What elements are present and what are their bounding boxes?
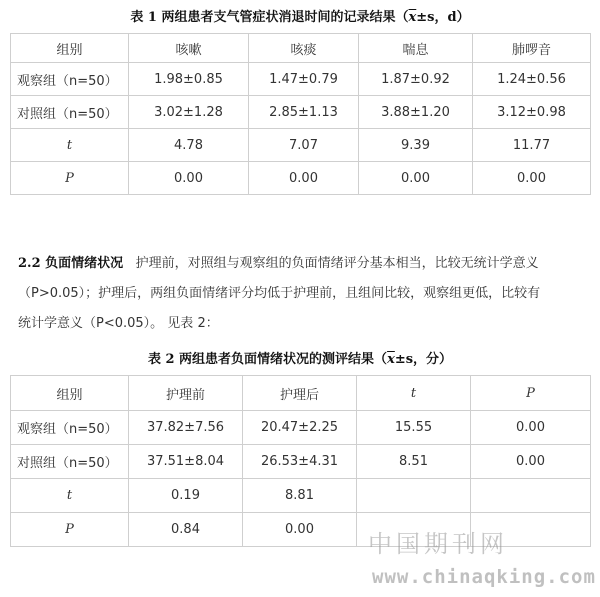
table2-header-row [11,376,591,411]
watermark-url: www.chinaqking.com [372,566,596,588]
table2-caption [0,348,600,367]
table-row [11,63,591,96]
table-row [11,479,591,513]
table-cell: 观察组（n=50） [11,411,129,445]
table-cell: 37.51±8.04 [129,445,243,479]
table-cell: 4.78 [129,129,249,162]
table2-header-cell: 护理后 [243,376,357,411]
table2-caption-prefix: 表 2 两组患者负面情绪状况的测评结果（ [147,352,388,367]
table-cell [357,479,471,513]
table-cell: 对照组（n=50） [11,445,129,479]
table-cell: 3.12±0.98 [473,96,591,129]
table1-header-cell: 组别 [11,34,129,63]
section-title: 2.2 负面情绪状况 [18,256,124,271]
table1-caption [0,6,600,25]
table-cell: t [11,129,129,162]
table-cell [471,479,591,513]
paragraph-line [18,252,590,271]
table-row [11,96,591,129]
table1-caption-suffix: ±s，d） [416,10,470,25]
table-cell: 20.47±2.25 [243,411,357,445]
table2-caption-suffix: ±s，分） [394,352,453,367]
table-cell: P [11,162,129,195]
table-cell: 0.19 [129,479,243,513]
table-row [11,129,591,162]
table-cell: 26.53±4.31 [243,445,357,479]
table2 [10,375,591,547]
table-cell: 0.00 [471,411,591,445]
table-cell: 0.00 [359,162,473,195]
table1 [10,33,591,195]
watermark-text: 中国期刊网 [368,530,508,558]
table1-caption-symbol: $\overline{x}$ [408,10,417,25]
table2-header-cell: t [357,376,471,411]
table-row [11,411,591,445]
table-cell: 8.81 [243,479,357,513]
table2-header-cell: 护理前 [129,376,243,411]
table-cell: 0.00 [243,513,357,547]
table-cell: 1.24±0.56 [473,63,591,96]
table-cell: 1.87±0.92 [359,63,473,96]
table-cell: 9.39 [359,129,473,162]
paragraph-text: 护理前，对照组与观察组的负面情绪评分基本相当，比较无统计学意义 [135,256,539,271]
table1-header-cell: 咳痰 [249,34,359,63]
table-cell: 3.02±1.28 [129,96,249,129]
table1-header-cell: 肺啰音 [473,34,591,63]
table1-caption-prefix: 表 1 两组患者支气管症状消退时间的记录结果（ [130,10,409,25]
table-cell: 0.00 [249,162,359,195]
table2-header-cell: P [471,376,591,411]
table-cell: 1.98±0.85 [129,63,249,96]
table2-header-cell: 组别 [11,376,129,411]
table2-caption-symbol: $\overline{x}$ [387,352,395,367]
table-cell: 0.84 [129,513,243,547]
table1-header-row [11,34,591,63]
table-cell: 0.00 [129,162,249,195]
table-row [11,445,591,479]
paragraph-line: （P>0.05）；护理后，两组负面情绪评分均低于护理前，且组间比较，观察组更低，比较有 [18,286,541,301]
table-cell: t [11,479,129,513]
table-cell: 0.00 [473,162,591,195]
table-cell: 2.85±1.13 [249,96,359,129]
table1-header-cell: 喘息 [359,34,473,63]
table-cell: 37.82±7.56 [129,411,243,445]
paragraph-line: 统计学意义（P<0.05）。 见表 2： [18,316,219,331]
table-cell: 观察组（n=50） [11,63,129,96]
table-cell: 对照组（n=50） [11,96,129,129]
table-cell: 15.55 [357,411,471,445]
table1-header-cell: 咳嗽 [129,34,249,63]
table-cell: 8.51 [357,445,471,479]
table-cell: 3.88±1.20 [359,96,473,129]
table-cell: 0.00 [471,445,591,479]
table-row [11,162,591,195]
table-cell: 7.07 [249,129,359,162]
table-cell: P [11,513,129,547]
table-cell: 11.77 [473,129,591,162]
table-cell: 1.47±0.79 [249,63,359,96]
